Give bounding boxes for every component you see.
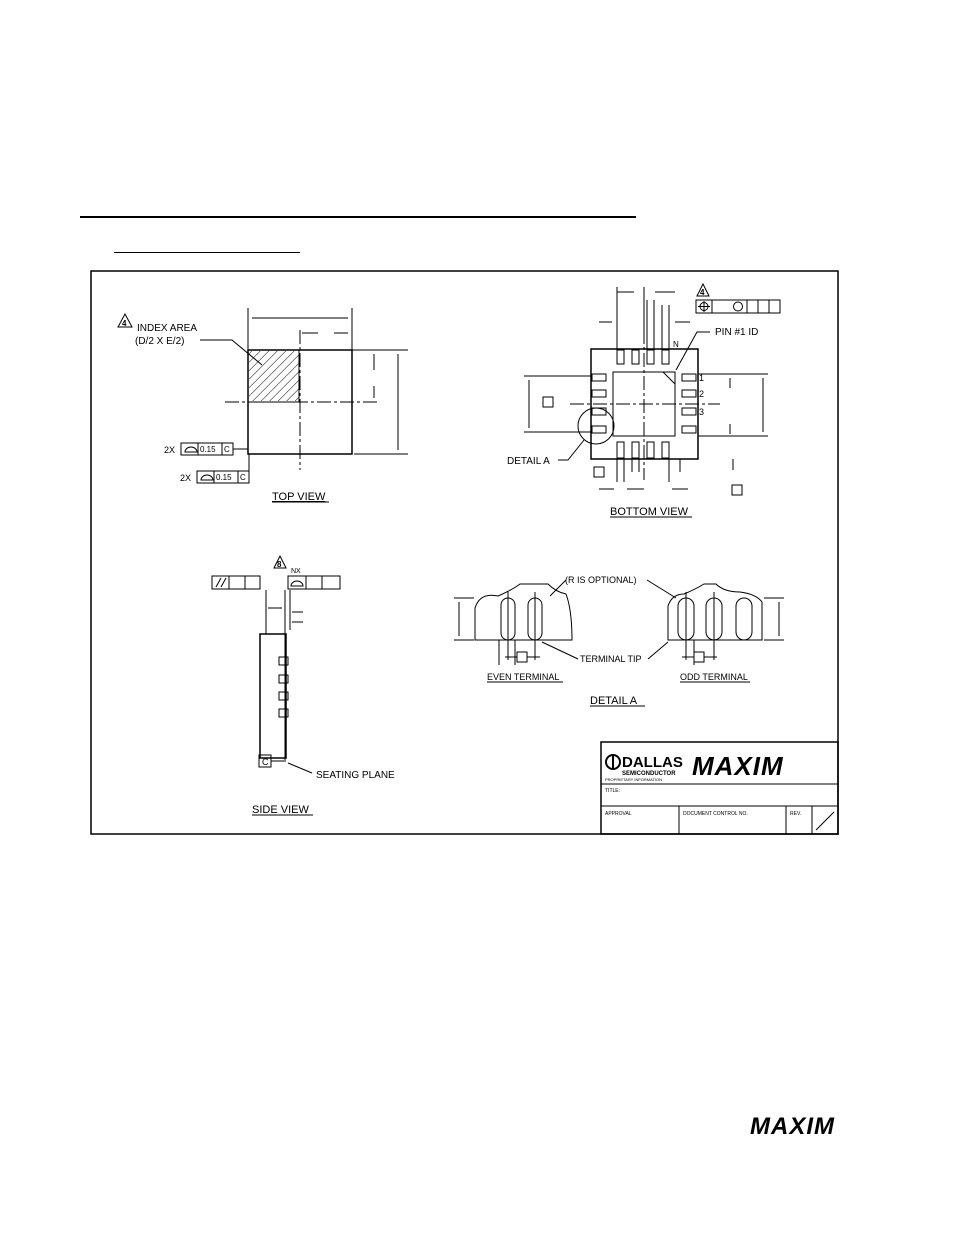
proprietary-text: PROPRIETARY INFORMATION: [605, 777, 663, 782]
pin-1-label: 1: [699, 373, 705, 383]
tolerance-value-1: 0.15: [200, 445, 216, 454]
r-optional-label: (R IS OPTIONAL): [565, 575, 637, 585]
dallas-logo-text: DALLAS: [622, 754, 683, 771]
nx-label: NX: [291, 568, 301, 575]
title-field-label: TITLE:: [605, 788, 621, 794]
tolerance-datum-1: C: [224, 445, 230, 454]
detail-a-label: DETAIL A: [590, 695, 638, 707]
title-block-maxim-logo: MAXIM: [692, 751, 784, 781]
semiconductor-text: SEMICONDUCTOR: [622, 771, 676, 777]
pin1-id-label: PIN #1 ID: [715, 327, 759, 338]
bottom-view-label: BOTTOM VIEW: [610, 506, 689, 518]
tolerance-prefix-1: 2X: [164, 445, 176, 455]
even-terminal-label: EVEN TERMINAL: [487, 672, 560, 682]
bottom-note-number: 4: [700, 288, 705, 297]
top-view: [118, 308, 408, 483]
doc-control-field-label: DOCUMENT CONTROL NO.: [683, 811, 748, 817]
side-view-label: SIDE VIEW: [252, 804, 309, 816]
odd-terminal-label: ODD TERMINAL: [680, 672, 748, 682]
pin-n-label: N: [673, 340, 679, 349]
top-view-label: TOP VIEW: [272, 491, 326, 503]
bottom-view: [524, 284, 780, 495]
tolerance-value-2: 0.15: [216, 473, 232, 482]
index-area-dims: (D/2 X E/2): [135, 336, 185, 347]
pin-3-label: 3: [699, 407, 705, 417]
index-note-number: 4: [122, 319, 127, 328]
tolerance-prefix-2: 2X: [180, 473, 192, 483]
detail-a-callout: DETAIL A: [507, 456, 550, 467]
approval-field-label: APPROVAL: [605, 811, 632, 817]
index-area-hatch: [249, 351, 299, 401]
pin-2-label: 2: [699, 389, 705, 399]
seating-plane-label: SEATING PLANE: [316, 770, 395, 781]
rev-field-label: REV.: [790, 811, 802, 817]
index-area-label: INDEX AREA: [137, 323, 198, 334]
side-view: [212, 556, 340, 773]
drawing-frame: [91, 271, 838, 834]
tolerance-datum-2: C: [240, 473, 246, 482]
terminal-tip-label: TERMINAL TIP: [580, 654, 642, 664]
footer-maxim-logo: MAXIM: [750, 1113, 835, 1140]
side-note-number: 8: [277, 560, 282, 569]
detail-a-view: [454, 580, 784, 665]
datum-c-label: C: [262, 757, 269, 767]
